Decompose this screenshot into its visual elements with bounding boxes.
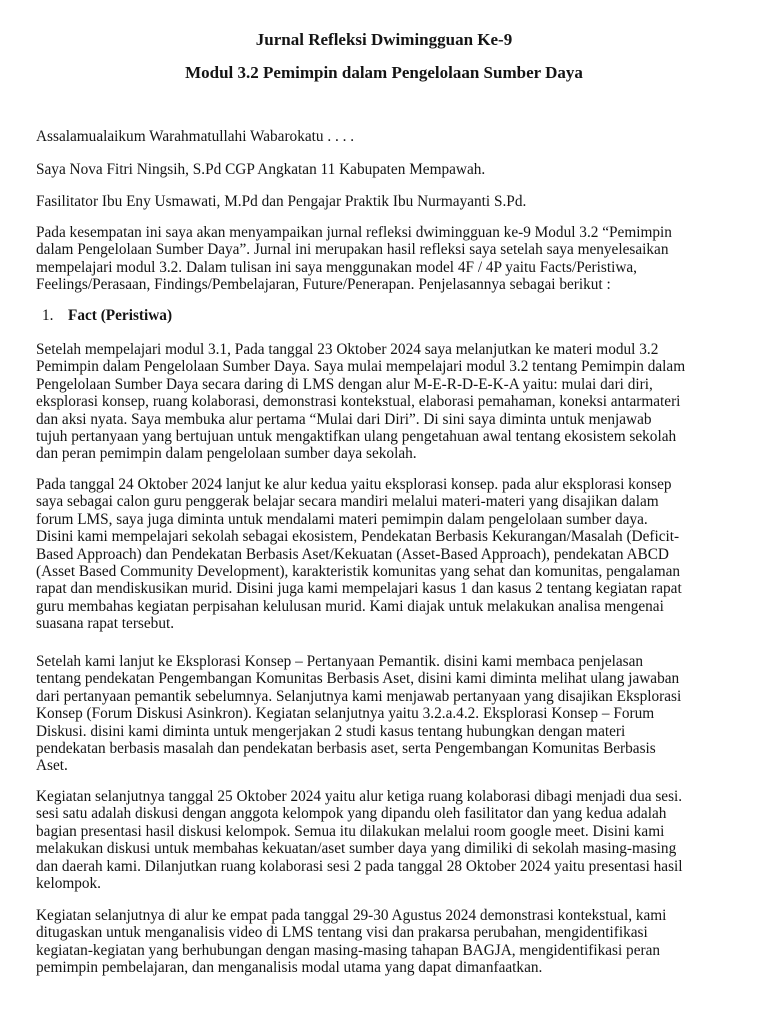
text-line: suasana rapat tersebut. xyxy=(36,615,175,633)
intro-facilitator-text xyxy=(36,193,736,210)
fact-paragraph-1 xyxy=(36,341,736,463)
text-line: melakukan diskusi untuk membahas kekuatan/aset sumber daya yang dimiliki di sekolah masing-masing xyxy=(36,840,677,858)
text-line: Disini kami mempelajari sekolah sebagai ekosistem, Pendekatan Berbasis Kekurangan/Masalah (Deficit- xyxy=(36,528,680,546)
text-line: Kegiatan selanjutnya tanggal 25 Oktober 2024 yaitu alur ketiga ruang kolaborasi dibagi menjadi dua sesi. xyxy=(36,788,683,805)
text-line: pendekatan berbasis masalah dan pendekatan berbasis aset, serta Pengembangan Komunitas Berbasis xyxy=(36,739,656,757)
text-line: Diskusi. disini kami diminta untuk mengerjakan 2 studi kasus tentang hubungkan dengan materi xyxy=(36,722,626,740)
text-line: Feelings/Perasaan, Findings/Pembelajaran, Future/Penerapan. Penjelasannya sebagai berikut : xyxy=(36,276,611,294)
text-line: kegiatan-kegiatan yang berhubungan dengan masing-masing tahapan BAGJA, mengidentifikasi peran xyxy=(36,941,661,959)
text-line: mempelajari modul 3.2. Dalam tulisan ini saya menggunakan model 4F / 4P yaitu Facts/Peristiwa, xyxy=(36,258,638,276)
text-line: dan peran pemimpin dalam pengelolaan sumber daya sekolah. xyxy=(36,445,417,463)
text-line: pemimpin pembelajaran, dan menganalisis modal utama yang dapat dimanfaatkan. xyxy=(36,959,543,977)
text-line: rapat dan mendiskusikan murid. Disini juga kami mempelajari kasus 1 dan kasus 2 tentang kegiatan rapat xyxy=(36,580,682,598)
text-line: Pada kesempatan ini saya akan menyampaikan jurnal refleksi dwimingguan ke-9 Modul 3.2 “Pemimpin xyxy=(36,224,672,241)
text-line: Saya Nova Fitri Ningsih, S.Pd CGP Angkatan 11 Kabupaten Mempawah. xyxy=(36,161,486,178)
fact-paragraph-5 xyxy=(36,907,736,977)
text-line: sesi satu adalah diskusi dengan anggota kelompok yang dipandu oleh fasilitator dan yang kedua adalah xyxy=(36,805,667,823)
fact-paragraph-3 xyxy=(36,653,736,775)
text-line: dan daerah kami. Dilanjutkan ruang kolaborasi sesi 2 pada tanggal 28 Oktober 2024 yaitu presentasi hasil xyxy=(36,857,683,875)
text-line: Pengelolaan Sumber Daya secara daring di LMS dengan alur M-E-R-D-E-K-A yaitu: mulai dari diri, xyxy=(36,375,653,393)
text-line: Based Approach) dan Pendekatan Berbasis Aset/Kekuatan (Asset-Based Approach), pendekatan ABCD xyxy=(36,545,669,563)
document-title: Jurnal Refleksi Dwimingguan Ke-9 xyxy=(255,30,513,49)
text-line: dalam Pengelolaan Sumber Daya”. Jurnal ini merupakan hasil refleksi saya setelah saya menyelesaikan xyxy=(36,241,669,259)
text-line: Fasilitator Ibu Eny Usmawati, M.Pd dan Pengajar Praktik Ibu Nurmayanti S.Pd. xyxy=(36,193,527,210)
text-line: Aset. xyxy=(36,757,68,775)
fact-paragraph-2 xyxy=(36,476,736,633)
text-line: kelompok. xyxy=(36,874,102,892)
greeting-text xyxy=(36,128,736,145)
section-heading-fact xyxy=(36,307,172,324)
text-line: tentang pendekatan Pengembangan Komunitas Berbasis Aset, disini kami diminta melihat ulang jawaban xyxy=(36,670,680,688)
text-line: guru membahas kegiatan perpisahan kelulusan murid. Kami diajak untuk melakukan analisa mengenai xyxy=(36,597,664,615)
section-heading-label: Fact (Peristiwa) xyxy=(68,307,173,324)
text-line: Pada tanggal 24 Oktober 2024 lanjut ke alur kedua yaitu eksplorasi konsep. pada alur eksplorasi konsep xyxy=(36,476,672,493)
text-line: eksplorasi konsep, ruang kolaborasi, demonstrasi kontekstual, elaborasi pemahaman, koneksi antarmateri xyxy=(36,393,681,411)
text-line: bagian presentasi hasil diskusi kelompok. Semua itu dilakukan melalui room google meet. Disini kami xyxy=(36,822,665,840)
text-line: Setelah kami lanjut ke Eksplorasi Konsep – Pertanyaan Pemantik. disini kami membaca penjelasan xyxy=(36,653,644,670)
text-line: Pemimpin dalam Pengelolaan Sumber Daya. Saya mulai mempelajari modul 3.2 tentang Pemimpin dalam xyxy=(36,358,686,376)
text-line: tujuh pertanyaan yang bertujuan untuk mengaktifkan ulang pengetahuan awal tentang ekosistem sekolah xyxy=(36,427,677,445)
text-line: dari pertanyaan pemantik sebelumnya. Selanjutnya kami menjawab pertanyaan yang disajikan Eksplorasi xyxy=(36,687,682,705)
intro-name-text xyxy=(36,161,736,178)
text-line: Assalamualaikum Warahmatullahi Wabarokatu . . . . xyxy=(36,128,355,145)
document-subtitle: Modul 3.2 Pemimpin dalam Pengelolaan Sumber Daya xyxy=(185,63,583,82)
text-line: Kegiatan selanjutnya di alur ke empat pada tanggal 29-30 Agustus 2024 demonstrasi kontekstual, kami xyxy=(36,907,667,924)
text-line: Setelah mempelajari modul 3.1, Pada tanggal 23 Oktober 2024 saya melanjutkan ke materi modul 3.2 xyxy=(36,341,659,358)
text-line: Konsep (Forum Diskusi Asinkron). Kegiatan selanjutnya yaitu 3.2.a.4.2. Eksplorasi Konsep – Forum xyxy=(36,705,655,723)
list-number: 1. xyxy=(42,307,54,324)
text-line: forum LMS, saya juga diminta untuk mendalami materi pemimpin dalam pengelolaan sumber daya. xyxy=(36,510,648,528)
text-line: dan aksi nyata. Saya membuka alur pertama “Mulai dari Diri”. Di sini saya diminta untuk menjawab xyxy=(36,410,652,428)
text-line: ditugaskan untuk menganalisis video di LMS tentang visi dan prakarsa perubahan, mengidentifikasi xyxy=(36,924,648,942)
text-line: saya sebagai calon guru penggerak belajar secara mandiri melalui materi-materi yang disajikan dalam xyxy=(36,493,659,511)
intro-paragraph xyxy=(36,224,736,294)
text-line: (Asset Based Community Development), karakteristik komunitas yang sehat dan komunitas, pengalaman xyxy=(36,562,681,580)
fact-paragraph-4 xyxy=(36,788,736,892)
